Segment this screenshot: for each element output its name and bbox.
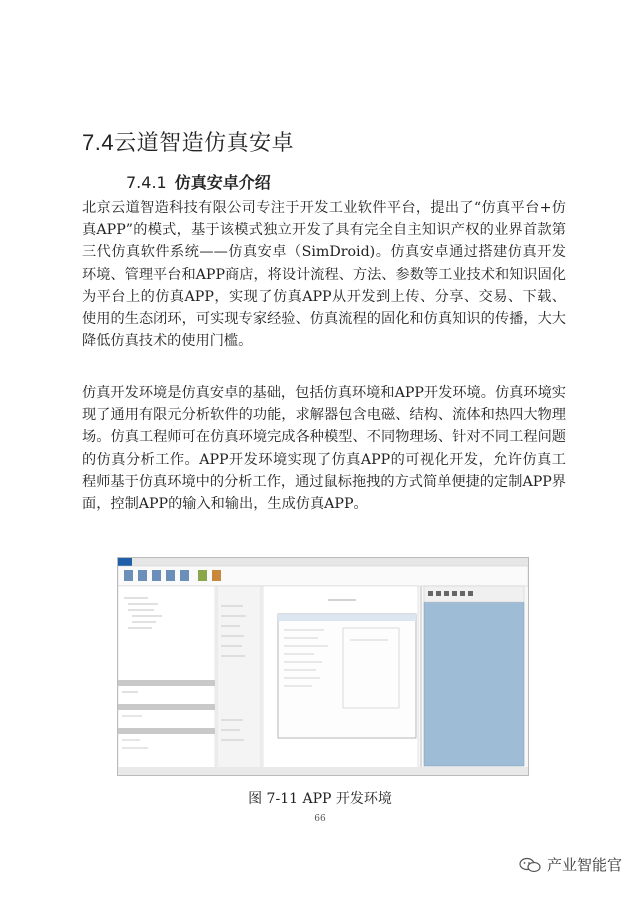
watermark xyxy=(519,854,622,875)
watermark-text: 产业智能官 xyxy=(546,856,622,874)
section-number: 7.4 xyxy=(82,130,115,155)
app-dev-environment-illustration xyxy=(118,558,528,775)
subsection-title xyxy=(126,170,271,193)
subsection-title-text: 仿真安卓介绍 xyxy=(174,173,271,192)
paragraph-intro: 北京云道智造科技有限公司专注于开发工业软件平台，提出了“仿真平台+仿真APP”的模式，基于该模式独立开发了具有完全自主知识产权的业界首款第三代仿真软件系统——仿真安卓（SimDroid)。仿真安卓通过搭建仿真开发环境、管理平台和APP商店，将设计流程、方法、参数等工业技术和知识固化为平台上的仿真APP，实现了仿真APP从开发到上传、分享、交易、下载、使用的生态闭环，可实现专家经验、仿真流程的固化和仿真知识的传播，大大降低仿真技术的使用门槛。 xyxy=(82,200,566,350)
figure-app-dev-environment xyxy=(117,557,529,776)
wechat-icon xyxy=(519,857,541,873)
figure-caption: 图 7-11 APP 开发环境 xyxy=(248,791,392,807)
page-number: 66 xyxy=(314,814,326,824)
section-title-text: 云道智造仿真安卓 xyxy=(114,130,295,155)
paragraph-dev-environment: 仿真开发环境是仿真安卓的基础，包括仿真环境和APP开发环境。仿真环境实现了通用有限元分析软件的功能，求解器包含电磁、结构、流体和热四大物理场。仿真工程师可在仿真环境完成各种模型、不同物理场、针对不同工程问题的仿真分析工作。APP开发环境实现了仿真APP的可视化开发，允许仿真工程师基于仿真环境中的分析工作，通过鼠标拖拽的方式简单便捷的定制APP界面，控制APP的输入和输出，生成仿真APP。 xyxy=(82,385,566,513)
section-title xyxy=(82,126,294,157)
subsection-number: 7.4.1 xyxy=(126,173,167,192)
